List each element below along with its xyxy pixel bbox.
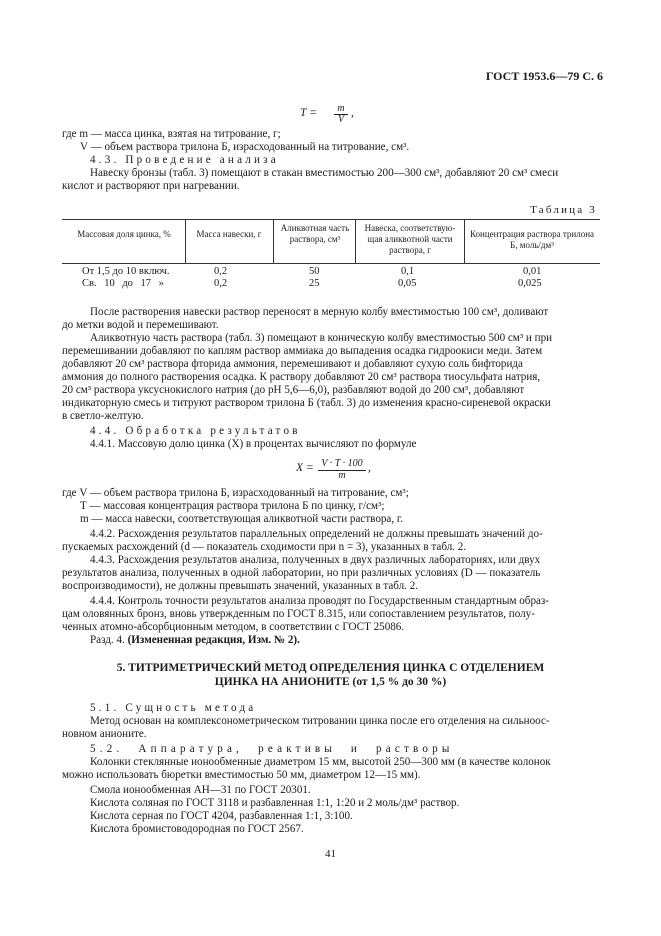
table-column-divider (355, 219, 356, 263)
paragraph-line: цам оловянных бронз, вновь утвержденным по ГОСТ 8.315, или сопоставлением результатов, полу- (62, 608, 535, 620)
definition-line: m — масса навески, соответствующая аликвотной части раствора, г. (80, 513, 403, 525)
paragraph-line: Аликвотную часть раствора (табл. 3) помещают в коническую колбу вместимостью 500 см³ и при (90, 332, 553, 344)
paragraph-line: ченных атомно-абсорбционным методом, в соответствии с ГОСТ 25086. (62, 621, 405, 633)
table-header-cell: Аликвотная часть раствора, см³ (280, 223, 350, 244)
paragraph-line: Кислота бромистоводородная по ГОСТ 2567. (90, 823, 304, 835)
formula-x-denominator: m (338, 470, 346, 481)
paragraph-line: 4.4.4. Контроль точности результатов анализа проводят по Государственным стандартным образ- (90, 595, 549, 607)
table-cell: 0,2 (214, 278, 228, 289)
paragraph-line: Метод основан на комплексонометрическом титровании цинка после его отделения на сильноос- (90, 715, 550, 727)
page-number: 41 (325, 848, 336, 860)
table-cell: 0,01 (523, 266, 542, 277)
table-cell: 0,05 (398, 278, 417, 289)
section-title-line: 5. ТИТРИМЕТРИЧЕСКИЙ МЕТОД ОПРЕДЕЛЕНИЯ ЦИНКА С ОТДЕЛЕНИЕМ (116, 662, 545, 674)
section-heading: 4.3. Проведение анализа (90, 154, 279, 166)
table-header-cell: Концентрация раствора трилона Б, моль/дм³ (469, 229, 595, 250)
formula-x-numerator: V · T · 100 (321, 458, 363, 469)
table-column-divider (464, 219, 465, 263)
formula-x-left: X = (296, 462, 314, 474)
paragraph-line: Кислота соляная по ГОСТ 3118 и разбавленная 1:1, 1:20 и 2 моль/дм³ раствор. (90, 797, 460, 809)
table-column-divider (273, 219, 274, 263)
paragraph-line: 4.4.1. Массовую долю цинка (X) в процентах вычисляют по формуле (90, 438, 417, 450)
table-cell: Св. 10 до 17 » (82, 278, 164, 289)
table-header-cell: Масса навески, г (196, 229, 262, 239)
paragraph-line: можно использовать бюретки вместимостью 50 мм, диаметром 12—15 мм). (62, 769, 421, 781)
paragraph-line: кислот и растворяют при нагревании. (62, 180, 240, 192)
table-header-rule (62, 263, 600, 264)
table-cell: 0,025 (518, 278, 542, 289)
paragraph-line: воспроизводимости), не должны превышать значений, указанных в табл. 2. (62, 580, 419, 592)
table-top-rule (62, 219, 600, 220)
paragraph-line: пускаемых расхождений (d — показатель сходимости при n = 3), указанных в табл. 2. (62, 541, 467, 553)
section-heading: 4.4. Обработка результатов (90, 425, 301, 437)
table-cell: 0,1 (401, 266, 415, 277)
definition-line: где V — объем раствора трилона Б, израсходованный на титрование, см³; (62, 487, 409, 499)
table-header-cell: Навеска, соответствую-щая аликвотной части раствора, г (364, 223, 456, 255)
paragraph-line: результатов анализа, полученных в одной лаборатории, но при различных условиях (D — показатель (62, 567, 541, 579)
page-header: ГОСТ 1953.6—79 С. 6 (485, 69, 603, 83)
table-header-cell: Массовая доля цинка, % (77, 229, 171, 239)
formula-t-denominator: V (337, 114, 345, 125)
definition-line: где m — масса цинка, взятая на титрование, г; (62, 128, 281, 140)
paragraph-line: 20 см³ раствора уксуснокислого натрия (до pH 5,6—6,0), разбавляют водой до 200 см³, добавляют (62, 384, 525, 396)
paragraph-line: перемешивании добавляют по каплям раствор аммиака до выпадения осадка гидроокиси меди. Затем (62, 345, 543, 357)
table-cell: 50 (309, 266, 320, 277)
paragraph-line: 4.4.3. Расхождения результатов анализа, полученных в двух различных лабораториях, или двух (90, 554, 541, 566)
section-heading: 5.2. Аппаратура, реактивы и растворы (90, 743, 454, 755)
formula-x-tail: , (368, 462, 371, 474)
paragraph-line: новном анионите. (62, 728, 147, 740)
paragraph-line: Смола ионообменная АН—31 по ГОСТ 20301. (90, 784, 311, 796)
amendment-note (90, 634, 300, 647)
table-caption: Таблица 3 (530, 204, 597, 216)
definition-line: V — объем раствора трилона Б, израсходованный на титрование, см³. (80, 141, 410, 153)
paragraph-line: индикаторную смесь и титруют раствором трилона Б (табл. 3) до изменения красно-сиреневой окраски (62, 397, 551, 409)
section-title-line: ЦИНКА НА АНИОНИТЕ (от 1,5 % до 30 %) (214, 676, 447, 688)
formula-t-tail: , (351, 107, 354, 119)
table-cell: 0,2 (214, 266, 228, 277)
table-column-divider (185, 219, 186, 263)
paragraph-line: до метки водой и перемешивают. (62, 319, 219, 331)
paragraph-line: добавляют 20 см³ раствора фторида аммония, перемешивают и добавляют сухую соль бифторида (62, 358, 523, 370)
paragraph-line: аммония до полного растворения осадка. К раствору добавляют 20 см³ раствора тиосульфата натрия, (62, 371, 541, 383)
paragraph-line: Кислота серная по ГОСТ 4204, разбавленная 1:1, 3:100. (90, 810, 353, 822)
paragraph-line: в светло-желтую. (62, 410, 144, 422)
paragraph-line: После растворения навески раствор переносят в мерную колбу вместимостью 100 см³, доливают (90, 306, 549, 318)
definition-line: T — массовая концентрация раствора трилона Б по цинку, г/см³; (80, 500, 385, 512)
paragraph-line: 4.4.2. Расхождения результатов параллельных определений не должны превышать значений до- (90, 528, 543, 540)
table-cell: От 1,5 до 10 включ. (82, 266, 170, 277)
table-cell: 25 (309, 278, 320, 289)
section-heading: 5.1. Сущность метода (90, 702, 257, 714)
formula-t-numerator: m (337, 103, 345, 114)
paragraph-line: Колонки стеклянные ионообменные диаметром 15 мм, высотой 250—300 мм (в качестве колонок (90, 756, 551, 768)
formula-t-left: T = (300, 107, 317, 119)
paragraph-line: Навеску бронзы (табл. 3) помещают в стакан вместимостью 200—300 см³, добавляют 20 см³ смеси (90, 167, 559, 179)
amendment-prefix: Разд. 4. (90, 634, 125, 646)
amendment-bold: (Измененная редакция, Изм. № 2). (127, 634, 300, 646)
